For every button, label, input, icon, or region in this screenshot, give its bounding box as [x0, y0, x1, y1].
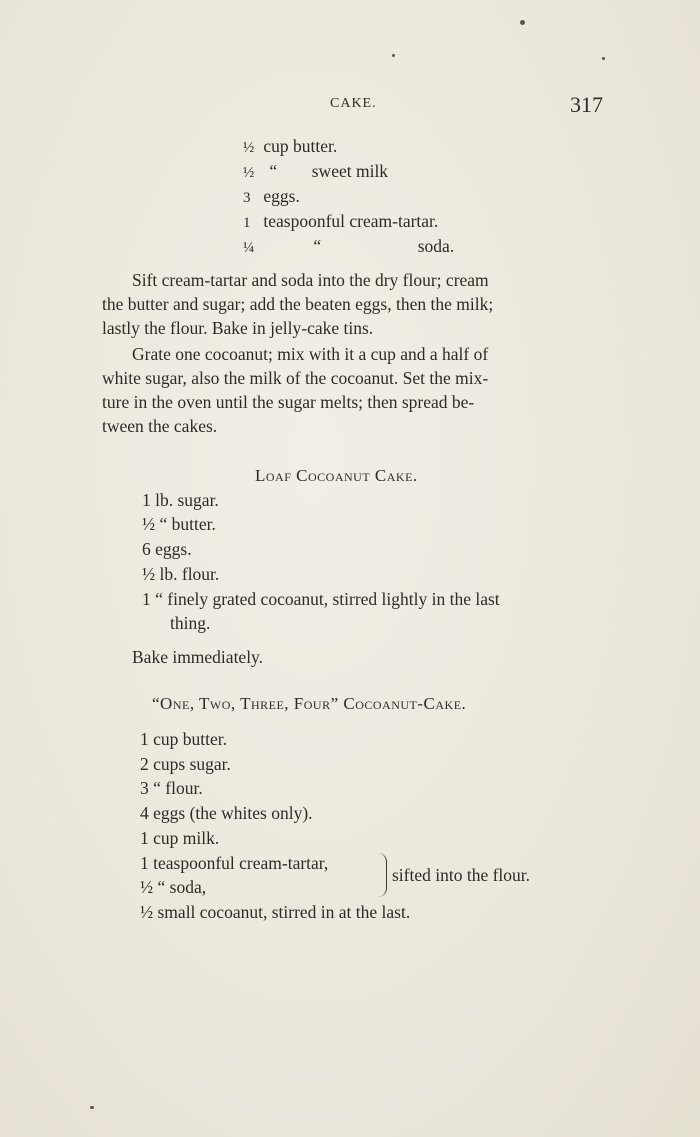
ingredient-line — [243, 209, 438, 235]
ingredient-text: eggs. — [263, 186, 300, 206]
ingredient-text: soda. — [417, 236, 455, 256]
ingredient-qty: ½ — [243, 140, 255, 156]
text-line: ture in the oven until the sugar melts; then spread be- — [102, 392, 475, 412]
ingredient-text: sweet milk — [311, 161, 389, 181]
ingredient-line: 2 cups sugar. — [140, 754, 231, 774]
ingredient-line: 3 “ flour. — [140, 778, 203, 798]
ingredient-line: ½ small cocoanut, stirred in at the last. — [140, 902, 411, 922]
brace-bracket — [378, 853, 387, 897]
ingredient-line: ½ “ soda, — [140, 877, 207, 897]
ingredient-line: ½ “ butter. — [142, 514, 216, 534]
running-header-title: CAKE. — [330, 96, 377, 111]
ingredient-qty: 3 — [243, 190, 251, 206]
recipe-title: “One, Two, Three, Four” Cocoanut-Cake. — [152, 694, 467, 713]
recipe-note: Bake immediately. — [132, 647, 264, 667]
ingredient-text: teaspoonful cream-tartar. — [263, 211, 439, 231]
paper-speck — [602, 57, 605, 60]
ditto-mark: “ — [313, 236, 322, 256]
text-line: Grate one cocoanut; mix with it a cup and a half of — [132, 344, 489, 364]
ingredient-continuation: thing. — [170, 613, 211, 633]
ingredient-line: 4 eggs (the whites only). — [140, 803, 313, 823]
ingredient-line: 1 “ finely grated cocoanut, stirred lightly in the last — [142, 589, 500, 609]
paper-speck — [90, 1106, 94, 1109]
page-number: 317 — [570, 92, 603, 117]
text-line: white sugar, also the milk of the cocoanut. Set the mix- — [102, 368, 489, 388]
ingredient-line — [243, 184, 300, 210]
ingredient-line: 6 eggs. — [142, 539, 192, 559]
recipe-title: Loaf Cocoanut Cake. — [255, 466, 418, 485]
ingredient-line: ½ lb. flour. — [142, 564, 220, 584]
ingredient-qty: ¼ — [243, 240, 255, 256]
ditto-mark: “ — [269, 161, 278, 181]
ingredient-line — [243, 134, 337, 160]
text-line: lastly the flour. Bake in jelly-cake tins. — [102, 318, 374, 338]
ingredient-line: 1 teaspoonful cream-tartar, — [140, 853, 329, 873]
ingredient-line: 1 lb. sugar. — [142, 490, 219, 510]
text-line: the butter and sugar; add the beaten eggs, then the milk; — [102, 294, 494, 314]
ingredient-qty: ½ — [243, 165, 255, 181]
ingredient-qty: 1 — [243, 215, 251, 231]
ingredient-line: 1 cup milk. — [140, 828, 220, 848]
text-line: tween the cakes. — [102, 416, 218, 436]
ingredient-line — [243, 159, 388, 185]
brace-note: sifted into the flour. — [392, 865, 531, 885]
ingredient-line — [243, 234, 454, 260]
paper-speck — [520, 20, 525, 25]
paper-speck — [392, 54, 395, 57]
ingredient-line: 1 cup butter. — [140, 729, 227, 749]
text-line: Sift cream-tartar and soda into the dry flour; cream — [132, 270, 489, 290]
ingredient-text: cup butter. — [263, 136, 338, 156]
